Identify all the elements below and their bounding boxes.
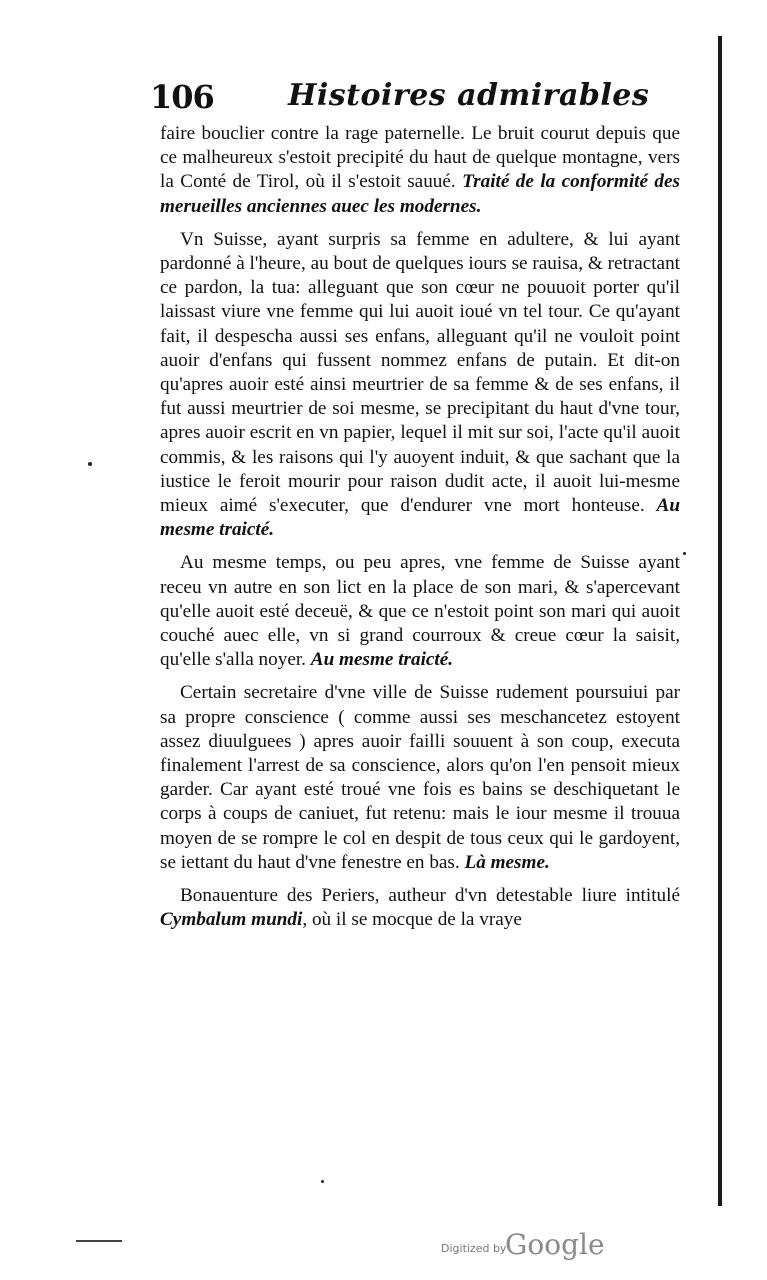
watermark-google-logo: Google: [505, 1228, 605, 1261]
paragraph-2: [160, 228, 680, 543]
ink-speck: [683, 552, 686, 555]
body-text: [160, 122, 680, 933]
ink-speck: [321, 1180, 324, 1183]
citation: Traité de la conformité des merueilles anciennes auec les modernes.: [160, 171, 680, 217]
margin-mark: [76, 1240, 122, 1242]
google-watermark: [441, 1228, 611, 1268]
citation: Au mesme traicté.: [310, 649, 454, 671]
paragraph-5: [160, 884, 680, 932]
paragraph-4: [160, 681, 680, 875]
paragraph-text-end: , où il se mocque de la vraye: [302, 909, 522, 931]
paragraph-text: Certain secretaire d'vne ville de Suisse rudement poursuiui par sa propre conscience ( comme aussi ses meschancetez estoyent assez diuulguees ) apres auoir failli souuent à son coup, executa finalement l'arrest de sa conscience, alors qu'on l'en pensoit mieux garder. Car ayant esté troué vne fois es bains se deschiquetant le corps à coups de caniuet, fut retenu: mais le iour mesme il trouua moyen de se rompre le col en despit de tous ceux qui le gardoyent, se iettant du haut d'vne fenestre en bas.: [160, 682, 680, 873]
paragraph-text: Vn Suisse, ayant surpris sa femme en adultere, & lui ayant pardonné à l'heure, au bout de quelques iours se rauisa, & retractant ce pardon, la tua: alleguant que son cœur ne pouuoit porter qu'il laissast viure vne femme qui lui auoit ioué vn tel tour. Ce qu'ayant fait, il despescha aussi ses enfans, alleguant qu'il ne vouloit point auoir d'enfans qui fussent nommez enfans de putain. Et dit-on qu'apres auoir esté ainsi meurtrier de sa femme & de ses enfans, il fut aussi meurtrier de soi mesme, se precipitant du haut d'vne tour, apres auoir escrit en vn papier, lequel il mit sur soi, l'acte qu'il auoit commis, & les raisons qui l'y auoyent induit, & que sachant que la iustice le feroit mourir pour raison dudit acte, il auoit lui-mesme mieux aimé s'executer, que d'endurer vne mort honteuse.: [160, 228, 680, 517]
ink-speck: [88, 462, 92, 466]
watermark-digitized-by: Digitized by: [441, 1242, 507, 1255]
paragraph-text: faire bouclier contre la rage paternelle. Le bruit courut depuis que ce malheureux s'estoit precipité du haut de quelque montagne, vers la Conté de Tirol, où il s'estoit sauué.: [160, 123, 680, 193]
page-header: [150, 78, 650, 118]
page-edge-rule: [718, 36, 722, 1206]
page-number: 106: [150, 78, 214, 116]
paragraph-text: Bonauenture des Periers, autheur d'vn detestable liure intitulé: [180, 885, 680, 907]
running-title: Histoires admirables: [288, 78, 650, 113]
citation: Au mesme traicté.: [160, 495, 680, 541]
paragraph-3: [160, 551, 680, 672]
paragraph-text: Au mesme temps, ou peu apres, vne femme de Suisse ayant receu vn autre en son lict en la place de son mari, & s'apercevant qu'elle auoit esté deceuë, & que ce n'estoit point son mari qui auoit couché auec elle, vn si grand courroux & creue cœur la saisit, qu'elle s'alla noyer.: [160, 552, 680, 671]
paragraph-1: [160, 122, 680, 219]
book-title: Cymbalum mundi: [160, 909, 303, 931]
citation: Là mesme.: [464, 851, 550, 873]
